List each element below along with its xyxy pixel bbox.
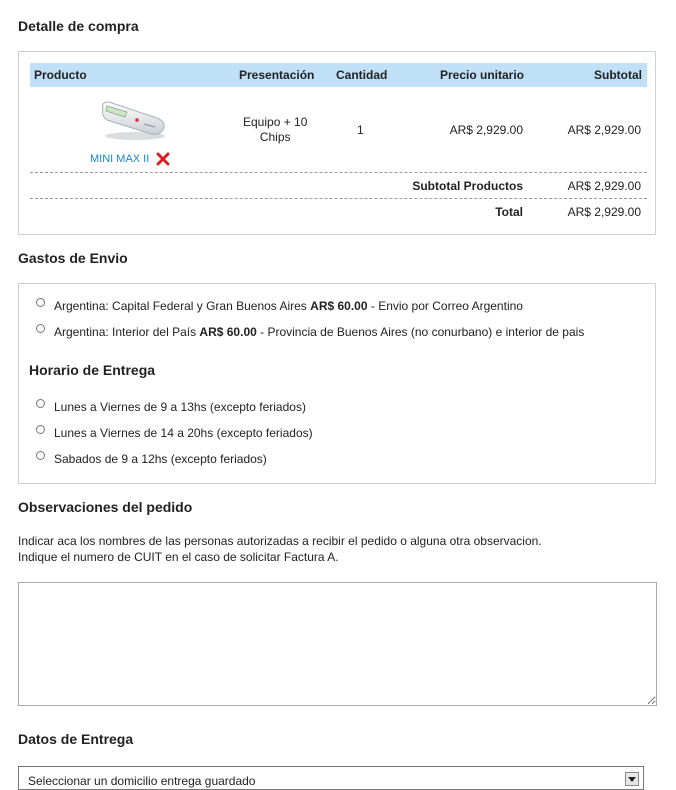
- product-image[interactable]: [97, 98, 169, 142]
- shipping-option-detail: - Envio por Correo Argentino: [370, 299, 523, 313]
- saved-address-select[interactable]: [18, 766, 644, 790]
- shipping-option-text: Argentina: Interior del País: [54, 325, 197, 339]
- product-name-link[interactable]: MINI MAX II: [90, 153, 150, 165]
- column-subtotal: Subtotal: [594, 68, 642, 82]
- item-presentation-line2: Chips: [259, 130, 291, 144]
- table-header: [30, 63, 647, 87]
- schedule-option-radio[interactable]: [36, 399, 45, 408]
- remove-item-icon[interactable]: [156, 152, 170, 166]
- observations-textarea[interactable]: [18, 582, 657, 706]
- shipping-option-label: [54, 299, 523, 313]
- column-unit-price: Precio unitario: [439, 68, 524, 82]
- shipping-option-price: AR$ 60.00: [310, 299, 368, 313]
- observations-instructions: [18, 533, 542, 565]
- observations-instruction-line: Indicar aca los nombres de las personas autorizadas a recibir el pedido o alguna otra observacion.: [18, 534, 542, 548]
- chevron-down-icon[interactable]: [625, 772, 639, 786]
- shipping-option-radio[interactable]: [36, 298, 45, 307]
- schedule-option-label: Lunes a Viernes de 9 a 13hs (excepto feriados): [54, 400, 306, 414]
- shipping-option-label: [54, 325, 584, 339]
- shipping-option-radio[interactable]: [36, 324, 45, 333]
- schedule-heading: Horario de Entrega: [29, 362, 156, 378]
- item-quantity: 1: [357, 123, 364, 137]
- divider: [30, 172, 647, 173]
- column-product: Producto: [34, 68, 87, 82]
- schedule-option-radio[interactable]: [36, 451, 45, 460]
- item-presentation: [243, 115, 307, 145]
- delivery-heading: Datos de Entrega: [18, 731, 134, 747]
- schedule-option-label: Lunes a Viernes de 14 a 20hs (excepto feriados): [54, 426, 313, 440]
- saved-address-select-value: Seleccionar un domicilio entrega guardado: [28, 774, 256, 788]
- schedule-option-radio[interactable]: [36, 425, 45, 434]
- purchase-heading: Detalle de compra: [18, 18, 139, 34]
- item-unit-price: AR$ 2,929.00: [449, 123, 523, 137]
- shipping-heading: Gastos de Envio: [18, 250, 128, 266]
- observations-heading: Observaciones del pedido: [18, 499, 193, 515]
- purchase-detail-box: [18, 51, 656, 235]
- shipping-option-text: Argentina: Capital Federal y Gran Buenos Aires: [54, 299, 307, 313]
- shipping-box: [18, 283, 656, 484]
- subtotal-label: Subtotal Productos: [412, 179, 523, 193]
- total-label: Total: [495, 205, 523, 219]
- subtotal-value: AR$ 2,929.00: [567, 179, 641, 193]
- shipping-option-price: AR$ 60.00: [199, 325, 257, 339]
- observations-instruction-line: Indique el numero de CUIT en el caso de solicitar Factura A.: [18, 550, 339, 564]
- shipping-option-detail: - Provincia de Buenos Aires (no conurbano) e interior de pais: [260, 325, 585, 339]
- column-quantity: Cantidad: [336, 68, 388, 82]
- schedule-option-label: Sabados de 9 a 12hs (excepto feriados): [54, 452, 267, 466]
- item-presentation-line1: Equipo + 10: [243, 115, 308, 129]
- item-subtotal: AR$ 2,929.00: [567, 123, 641, 137]
- column-presentation: Presentación: [239, 68, 315, 82]
- divider: [30, 198, 647, 199]
- total-value: AR$ 2,929.00: [567, 205, 641, 219]
